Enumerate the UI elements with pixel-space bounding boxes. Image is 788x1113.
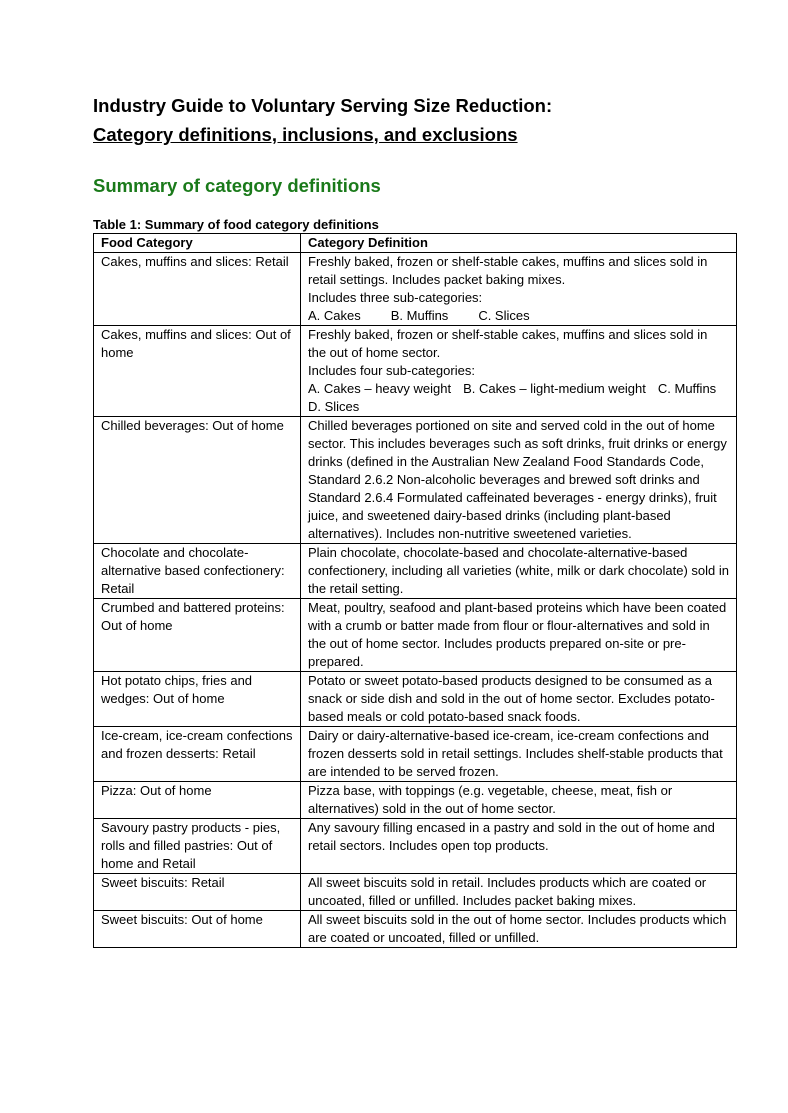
subcategory-item: B. Cakes – light-medium weight: [463, 381, 646, 396]
document-subtitle: Category definitions, inclusions, and exclusions: [93, 124, 518, 145]
category-definition-cell: Pizza base, with toppings (e.g. vegetable, cheese, meat, fish or alternatives) sold in the out of home sector.: [301, 782, 737, 819]
table-header-row: [94, 234, 737, 253]
category-definition-cell: Meat, poultry, seafood and plant-based proteins which have been coated with a crumb or batter made from flour or flour-alternatives and sold in the out of home sector. Includes products prepared on-site or pre-prepared.: [301, 599, 737, 672]
category-definition-cell: [301, 326, 737, 417]
food-category-cell: Chocolate and chocolate-alternative based confectionery: Retail: [94, 544, 301, 599]
food-category-cell: Cakes, muffins and slices: Retail: [94, 253, 301, 326]
food-category-cell: Sweet biscuits: Retail: [94, 874, 301, 911]
food-category-cell: Crumbed and battered proteins: Out of home: [94, 599, 301, 672]
food-category-cell: Pizza: Out of home: [94, 782, 301, 819]
column-header-category-definition: Category Definition: [301, 234, 737, 253]
subcategory-note: Includes four sub-categories:: [308, 363, 475, 378]
subcategory-item: B. Muffins: [390, 308, 449, 323]
category-definition-cell: Chilled beverages portioned on site and served cold in the out of home sector. This includes beverages such as soft drinks, fruit drinks or energy drinks (defined in the Australian New Zealand Food Standards Code, Standard 2.6.2 Non-alcoholic beverages and brewed soft drinks and Standard 2.6.4 Formulated caffeinated beverages - energy drinks), fruit juice, and sweetened dairy-based drinks (including plant-based alternatives). Includes non-nutritive sweetened varieties.: [301, 417, 737, 544]
table-row: [94, 326, 737, 417]
category-definition-cell: Dairy or dairy-alternative-based ice-cream, ice-cream confections and frozen desserts sold in retail settings. Includes shelf-stable products that are intended to be served frozen.: [301, 727, 737, 782]
table-row: [94, 911, 737, 948]
subcategory-item: C. Slices: [478, 308, 530, 323]
food-category-cell: Hot potato chips, fries and wedges: Out of home: [94, 672, 301, 727]
category-definition-cell: All sweet biscuits sold in the out of home sector. Includes products which are coated or uncoated, filled or unfilled.: [301, 911, 737, 948]
definition-text: Freshly baked, frozen or shelf-stable cakes, muffins and slices sold in retail settings. Includes packet baking mixes.: [308, 254, 708, 287]
table-caption: Table 1: Summary of food category definitions: [93, 217, 379, 232]
table-row: [94, 672, 737, 727]
table-row: [94, 599, 737, 672]
subcategory-item: D. Slices: [308, 399, 360, 414]
subcategory-note: Includes three sub-categories:: [308, 290, 483, 305]
document-page: [93, 93, 736, 948]
category-definition-cell: [301, 253, 737, 326]
table-row: [94, 874, 737, 911]
category-table: [93, 233, 737, 948]
column-header-food-category: Food Category: [94, 234, 301, 253]
table-row: [94, 727, 737, 782]
subcategory-item: A. Cakes: [308, 308, 361, 323]
subcategory-item: A. Cakes – heavy weight: [308, 381, 452, 396]
document-title: Industry Guide to Voluntary Serving Size Reduction:: [93, 95, 553, 116]
subcategory-list: [308, 380, 729, 398]
category-definition-cell: Potato or sweet potato-based products designed to be consumed as a snack or side dish and sold in the out of home sector. Excludes potato-based meals or cold potato-based snack foods.: [301, 672, 737, 727]
food-category-cell: Sweet biscuits: Out of home: [94, 911, 301, 948]
table-row: [94, 819, 737, 874]
food-category-cell: Ice-cream, ice-cream confections and frozen desserts: Retail: [94, 727, 301, 782]
section-heading: Summary of category definitions: [93, 175, 381, 196]
subcategory-list: [308, 307, 729, 325]
table-row: [94, 544, 737, 599]
table-row: [94, 253, 737, 326]
food-category-cell: Cakes, muffins and slices: Out of home: [94, 326, 301, 417]
category-definition-cell: Plain chocolate, chocolate-based and chocolate-alternative-based confectionery, including all varieties (white, milk or dark chocolate) sold in the retail setting.: [301, 544, 737, 599]
definition-text: Freshly baked, frozen or shelf-stable cakes, muffins and slices sold in the out of home sector.: [308, 327, 708, 360]
category-definition-cell: Any savoury filling encased in a pastry and sold in the out of home and retail sectors. Includes open top products.: [301, 819, 737, 874]
table-row: [94, 417, 737, 544]
food-category-cell: Chilled beverages: Out of home: [94, 417, 301, 544]
food-category-cell: Savoury pastry products - pies, rolls and filled pastries: Out of home and Retail: [94, 819, 301, 874]
table-row: [94, 782, 737, 819]
category-definition-cell: All sweet biscuits sold in retail. Includes products which are coated or uncoated, filled or unfilled. Includes packet baking mixes.: [301, 874, 737, 911]
subcategory-item: C. Muffins: [657, 381, 717, 396]
